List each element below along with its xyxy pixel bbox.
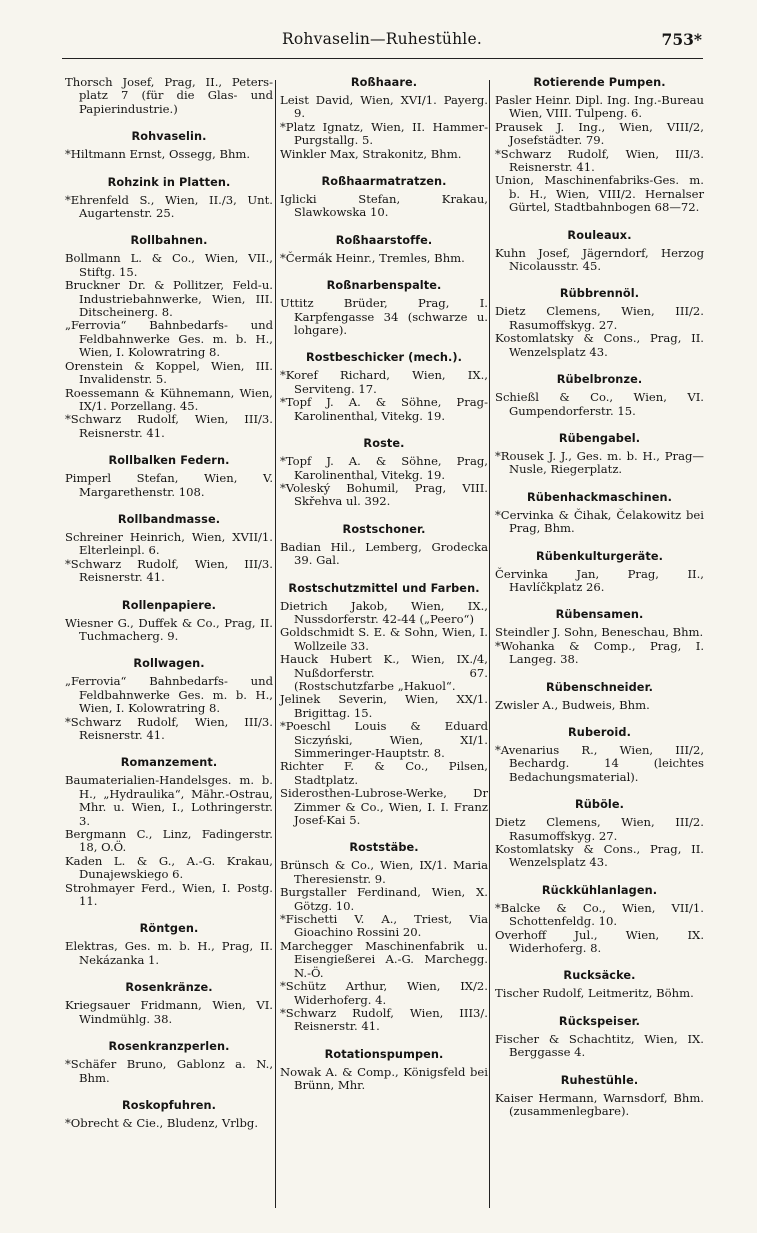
directory-entry: Orenstein & Koppel, Wien, III. Invalidenstr. 5. [65, 358, 273, 387]
section-heading: Roßhaarmatratzen. [321, 175, 447, 189]
directory-entry: *Schütz Arthur, Wien, IX/2. Widerhoferg. 4. [280, 979, 488, 1007]
directory-entry: Kaden L. & G., A.-G. Krakau, Dunajewskiego 6. [65, 853, 273, 882]
section-heading: Rosenkranzperlen. [108, 1040, 230, 1054]
section-heading: Rollwagen. [133, 657, 205, 671]
directory-entry: Steindler J. Sohn, Beneschau, Bhm. [495, 625, 704, 640]
directory-entry: *Čermák Heinr., Tremles, Bhm. [280, 250, 465, 265]
section-heading: Rübbrennöl. [559, 287, 640, 301]
directory-entry: Kostomlatsky & Cons., Prag, II. Wenzelsplatz 43. [495, 842, 704, 870]
section-heading: Rostschutzmittel und Farben. [288, 581, 480, 595]
section-heading: Rotationspumpen. [324, 1047, 444, 1061]
directory-entry: Goldschmidt S. E. & Sohn, Wien, I. Wollzeile 33. [280, 625, 488, 653]
page-number: 753* [661, 30, 702, 49]
directory-entry: Bergmann C., Linz, Fadingerstr. 18, O.Ö. [65, 827, 273, 855]
directory-entry: Pimperl Stefan, Wien, V. Margarethenstr. 108. [65, 471, 273, 499]
directory-entry: Wiesner G., Duffek & Co., Prag, II. Tuchmacherg. 9. [65, 615, 273, 643]
section-heading: Rückspeiser. [558, 1014, 641, 1028]
section-heading: Rostschoner. [342, 522, 426, 536]
directory-entry: Roessemann & Kühnemann, Wien, IX/1. Porzellang. 45. [65, 385, 273, 413]
section-heading: Roßnarbenspalte. [326, 279, 442, 293]
section-heading: Rollenpapiere. [121, 598, 217, 612]
directory-entry: Hauck Hubert K., Wien, IX./4, Nußdorferstr. 67. (Rostschutzfarbe „Hakuol“. [280, 652, 488, 693]
directory-entry: Jelinek Severin, Wien, XX/1. Brigittag. 15. [280, 692, 488, 720]
section-heading: Rosenkränze. [125, 981, 213, 995]
directory-entry: Iglicki Stefan, Krakau, Slawkowska 10. [280, 192, 488, 220]
directory-entry: Bollmann L. & Co., Wien, VII., Stiftg. 15. [65, 251, 273, 279]
section-heading: Röntgen. [139, 922, 199, 936]
section-heading: Rübengabel. [558, 431, 641, 445]
directory-entry: Winkler Max, Strakonitz, Bhm. [280, 146, 462, 161]
directory-entry: Schießl & Co., Wien, VI. Gumpendorferstr. 15. [495, 390, 704, 418]
directory-entry: Kostomlatsky & Cons., Prag, II. Wenzelsplatz 43. [495, 331, 704, 359]
section-heading: Rostbeschicker (mech.). [305, 351, 463, 365]
section-heading: Rollbahnen. [130, 234, 208, 248]
directory-entry: *Balcke & Co., Wien, VII/1. Schottenfeldg. 10. [495, 900, 704, 929]
header-rule [62, 58, 703, 59]
section-heading: Rübenhackmaschinen. [526, 490, 673, 504]
directory-entry: Richter F. & Co., Pilsen, Stadtplatz. [280, 759, 488, 787]
section-heading: Roststäbe. [349, 841, 419, 855]
directory-entry: *Poeschl Louis & Eduard Siczyński, Wien, XI/1. Simmeringer-Hauptstr. 8. [280, 719, 488, 760]
section-heading: Rübenkulturgeräte. [535, 549, 664, 563]
directory-entry: *Schwarz Rudolf, Wien, III/3. Reisnerstr. 41. [65, 412, 273, 440]
section-heading: Rübensamen. [555, 608, 644, 622]
directory-entry: Nowak A. & Comp., Königsfeld bei Brünn, Mhr. [280, 1064, 488, 1093]
directory-entry: Schreiner Heinrich, Wien, XVII/1. Elterleinpl. 6. [65, 529, 273, 558]
directory-entry: *Schäfer Bruno, Gablonz a. N., Bhm. [65, 1057, 273, 1085]
section-heading: Ruhestühle. [560, 1073, 639, 1087]
section-heading: Ruberoid. [568, 725, 631, 739]
directory-entry: *Topf J. A. & Söhne, Prag, Karolinenthal, Vitekg. 19. [280, 454, 488, 482]
directory-entry: Thorsch Josef, Prag, II., Peters-platz 7 (für die Glas- und Papierindustrie.) [65, 75, 273, 116]
column-divider-2 [489, 80, 490, 1208]
directory-entry: *Cervinka & Čihak, Čelakowitz bei Prag, Bhm. [495, 507, 704, 536]
directory-entry: „Ferrovia“ Bahnbedarfs- und Feldbahnwerke Ges. m. b. H., Wien, I. Kolowratring 8. [65, 318, 273, 360]
directory-entry: Burgstaller Ferdinand, Wien, X. Götzg. 10. [280, 885, 488, 913]
directory-entry: *Voleský Bohumil, Prag, VIII. Skřehva ul. 392. [280, 480, 488, 509]
directory-entry: Kuhn Josef, Jägerndorf, Herzog Nicolausstr. 45. [495, 245, 704, 274]
directory-entry: *Koref Richard, Wien, IX., Serviteng. 17. [280, 368, 488, 396]
directory-entry: *Schwarz Rudolf, Wien, III/3. Reisnerstr. 41. [495, 146, 704, 175]
directory-entry: Dietrich Jakob, Wien, IX., Nussdorferstr. 42-44 („Peero“) [280, 598, 488, 626]
column-1 [65, 62, 273, 1130]
directory-entry: Uttitz Brüder, Prag, I. Karpfengasse 34 (schwarze u. lohgare). [280, 296, 488, 338]
section-heading: Rüböle. [574, 798, 625, 812]
section-heading: Rübelbronze. [556, 373, 643, 387]
directory-entry: Dietz Clemens, Wien, III/2. Rasumoffskyg. 27. [495, 304, 704, 332]
section-heading: Rouleaux. [567, 228, 632, 242]
directory-entry: Overhoff Jul., Wien, IX. Widerhoferg. 8. [495, 927, 704, 956]
directory-entry: Dietz Clemens, Wien, III/2. Rasumoffskyg. 27. [495, 815, 704, 843]
directory-entry: *Hiltmann Ernst, Ossegg, Bhm. [65, 147, 251, 162]
directory-entry: *Ehrenfeld S., Wien, II./3, Unt. Augartenstr. 25. [65, 192, 273, 221]
directory-entry: *Schwarz Rudolf, Wien, III3/. Reisnerstr. 41. [280, 1005, 488, 1034]
directory-entry: „Ferrovia“ Bahnbedarfs- und Feldbahnwerke Ges. m. b. H., Wien, I. Kolowratring 8. [65, 674, 273, 716]
directory-entry: Strohmayer Ferd., Wien, I. Postg. 11. [65, 880, 273, 909]
column-divider-1 [275, 80, 276, 1208]
section-heading: Romanzement. [120, 756, 218, 770]
page-header [62, 30, 702, 56]
directory-entry: Brünsch & Co., Wien, IX/1. Maria Theresienstr. 9. [280, 858, 488, 886]
directory-entry: Zwisler A., Budweis, Bhm. [495, 697, 650, 712]
running-title: Rohvaselin—Ruhestühle. [282, 30, 482, 48]
directory-entry: Union, Maschinenfabriks-Ges. m. b. H., Wien, VIII/2. Hernalser Gürtel, Stadtbahnbogen 68—72. [495, 173, 704, 215]
directory-entry: Elektras, Ges. m. b. H., Prag, II. Nekázanka 1. [65, 939, 273, 967]
section-heading: Rübenschneider. [545, 680, 654, 694]
directory-entry: Marchegger Maschinenfabrik u. Eisengießerei A.-G. Marchegg. N.-Ö. [280, 938, 488, 980]
section-heading: Rückkühlanlagen. [541, 883, 658, 897]
directory-entry: Fischer & Schachtitz, Wien, IX. Berggasse 4. [495, 1031, 704, 1060]
directory-entry: Prausek J. Ing., Wien, VIII/2, Josefstädter. 79. [495, 119, 704, 148]
directory-entry: Badian Hil., Lemberg, Grodecka 39. Gal. [280, 539, 488, 568]
directory-entry: *Wohanka & Comp., Prag, I. Langeg. 38. [495, 638, 704, 667]
section-heading: Rohvaselin. [131, 130, 207, 144]
column-2 [280, 62, 488, 1093]
directory-entry: Siderosthen-Lubrose-Werke, Dr Zimmer & Co., Wien, I. I. Franz Josef-Kai 5. [280, 786, 488, 828]
directory-entry: *Avenarius R., Wien, III/2, Bechardg. 14 (leichtes Bedachungsmaterial). [495, 742, 704, 784]
section-heading: Rollbandmasse. [117, 512, 221, 526]
section-heading: Rollbalken Federn. [108, 454, 230, 468]
directory-entry: Kaiser Hermann, Warnsdorf, Bhm. (zusammenlegbare). [495, 1090, 704, 1119]
section-heading: Roskopfuhren. [121, 1098, 217, 1112]
directory-entry: Baumaterialien-Handelsges. m. b. H., „Hydraulika“, Mähr.-Ostrau, Mhr. u. Wien, I., Lothringerstr. 3. [65, 773, 273, 828]
section-heading: Rohzink in Platten. [107, 175, 231, 189]
section-heading: Roßhaare. [350, 76, 418, 89]
directory-entry: Kriegsauer Fridmann, Wien, VI. Windmühlg. 38. [65, 998, 273, 1026]
section-heading: Rotierende Pumpen. [533, 76, 666, 89]
directory-entry: Červinka Jan, Prag, II., Havlíčkplatz 26. [495, 566, 704, 594]
directory-entry: Leist David, Wien, XVI/1. Payerg. 9. [280, 93, 488, 121]
section-heading: Roste. [363, 437, 405, 451]
column-3 [495, 62, 704, 1118]
directory-entry: Pasler Heinr. Dipl. Ing. Ing.-Bureau Wien, VIII. Tulpeng. 6. [495, 93, 704, 121]
section-heading: Rucksäcke. [563, 969, 636, 983]
directory-entry: *Topf J. A. & Söhne, Prag-Karolinenthal, Vitekg. 19. [280, 395, 488, 423]
directory-entry: Tischer Rudolf, Leitmeritz, Böhm. [495, 986, 694, 1001]
directory-entry: *Platz Ignatz, Wien, II. Hammer-Purgstallg. 5. [280, 119, 488, 148]
directory-entry: *Rousek J. J., Ges. m. b. H., Prag—Nusle, Riegerplatz. [495, 448, 704, 477]
directory-entry: *Schwarz Rudolf, Wien, III/3. Reisnerstr. 41. [65, 714, 273, 742]
section-heading: Roßhaarstoffe. [335, 233, 433, 247]
directory-entry: *Obrecht & Cie., Bludenz, Vrlbg. [65, 1115, 259, 1130]
directory-entry: *Schwarz Rudolf, Wien, III/3. Reisnerstr. 41. [65, 556, 273, 585]
directory-entry: *Fischetti V. A., Triest, Via Gioachino Rossini 20. [280, 912, 488, 940]
directory-entry: Bruckner Dr. & Pollitzer, Feld-u. Industriebahnwerke, Wien, III. Ditscheinerg. 8. [65, 278, 273, 320]
